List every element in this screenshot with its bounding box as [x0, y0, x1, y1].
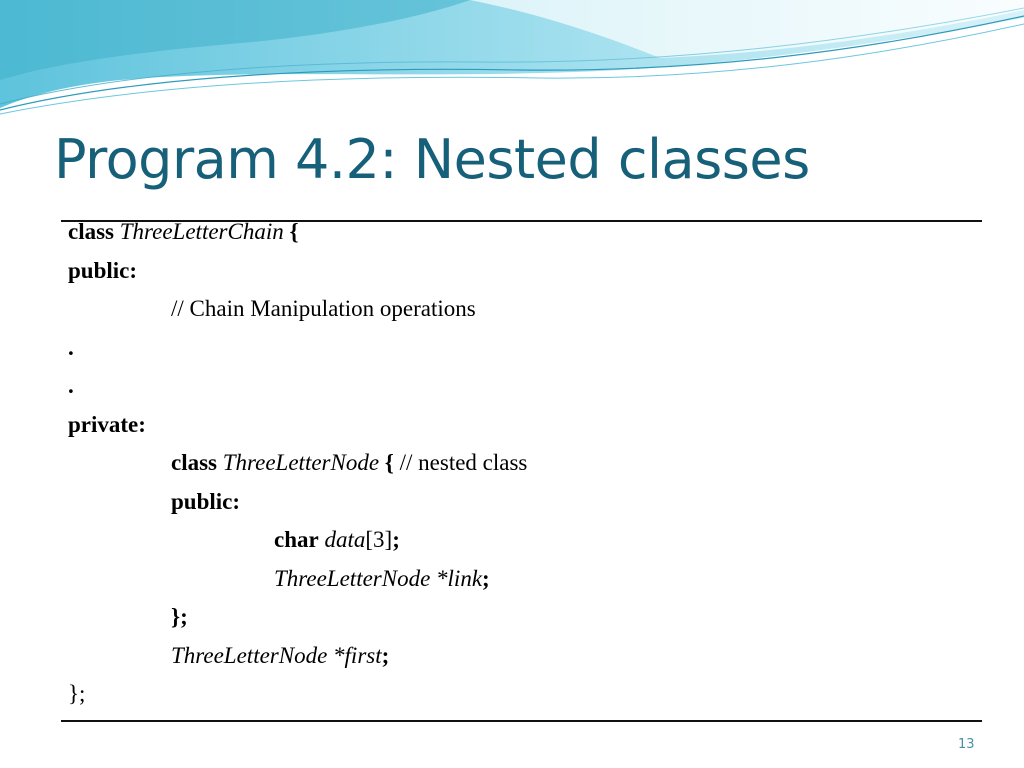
semicolon: ; [381, 643, 390, 668]
identifier: ThreeLetterNode [222, 450, 380, 475]
page-number: 13 [958, 737, 975, 752]
brace: { [289, 219, 299, 244]
closing-brace: }; [68, 681, 86, 706]
code-line-4 [68, 336, 74, 359]
code-line-11 [171, 605, 188, 628]
keyword: char [274, 527, 319, 552]
keyword: class [171, 450, 217, 475]
identifier: ThreeLetterNode *link [274, 566, 483, 591]
closing-brace: }; [171, 604, 188, 629]
code-line-6 [68, 413, 146, 436]
code-line-9 [274, 528, 400, 551]
code-line-8 [171, 490, 240, 513]
code-line-7 [171, 451, 527, 474]
code-line-10 [274, 567, 490, 590]
code-line-12 [171, 644, 389, 667]
ellipsis-dot: . [68, 373, 74, 398]
code-line-1 [68, 220, 299, 243]
keyword: public: [68, 258, 138, 283]
identifier: data [324, 527, 366, 552]
code-line-2 [68, 259, 137, 282]
code-line-5 [68, 374, 74, 397]
comment: // Chain Manipulation operations [171, 296, 476, 321]
keyword: class [68, 219, 114, 244]
keyword: public: [171, 489, 241, 514]
semicolon: ; [482, 566, 490, 591]
brace: { [384, 450, 394, 475]
code-line-13 [68, 682, 85, 705]
array-size: [3] [365, 527, 393, 552]
slide-title: Program 4.2: Nested classes [54, 128, 810, 191]
identifier: ThreeLetterChain [119, 219, 284, 244]
code-line-3 [171, 297, 476, 320]
keyword: private: [68, 412, 146, 437]
semicolon: ; [392, 527, 400, 552]
comment: // nested class [399, 450, 528, 475]
identifier: ThreeLetterNode *first [171, 643, 382, 668]
bottom-divider [61, 720, 982, 722]
ellipsis-dot: . [68, 335, 74, 360]
